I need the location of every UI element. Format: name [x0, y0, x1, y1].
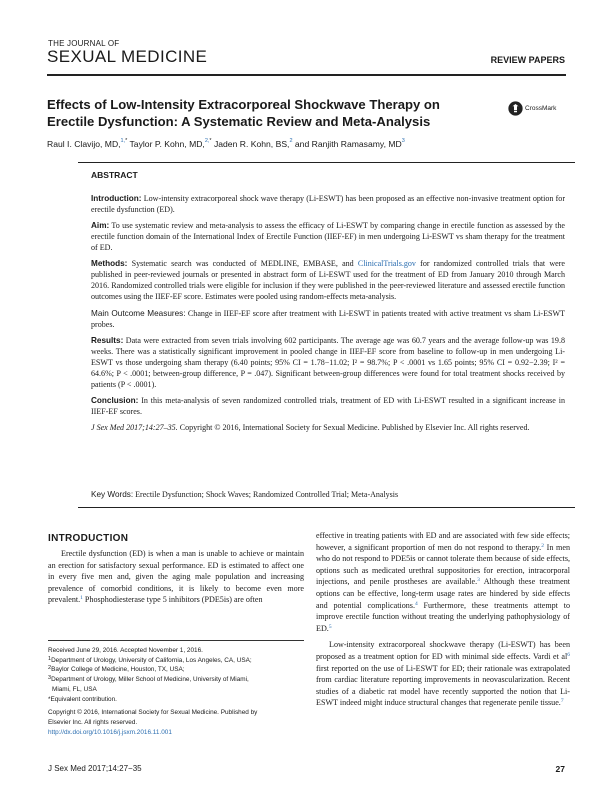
copyright-note: Copyright © 2016, International Society for Sexual Medicine. Published by — [48, 709, 258, 717]
introduction-paragraph-cont: In men who do not respond to PDE5is or cannot tolerate them because of side effects, options such as medicated urethral suppositories for erection, intracorporal injections, and penile prostheses are available. — [316, 542, 570, 587]
introduction-paragraph-cont: Phosphodiesterase type 5 inhibitors (PDE5is) are often — [82, 595, 263, 605]
abstract-copyright: Copyright © 2016, International Society for Sexual Medicine. Published by Elsevier Inc. All rights reserved. — [177, 423, 530, 433]
footer-journal-ref: J Sex Med 2017;14:27−35 — [48, 764, 142, 773]
author-equal-mark: * — [125, 138, 128, 144]
abstract-results: Data were extracted from seven trials involving 602 participants. The average age was 60.7 years and the average follow-up was 19.8 weeks. There was a statistically significant improvement in pooled change in IIEF-EF score from baseline to follow-up in men undergoing Li-ESWT vs those undergoing sham therapy (6.40 points; 95% CI = 1.78−11.02; I² = 98.7%; P < .0001 vs 1.65 points; 95% CI = 0.92−2.39; I² = 64.6%; P < .0001; between-group difference, P = .047). Significant between-group differences were found for total treatment shocks received by patients (P < .0001). — [91, 335, 565, 389]
page-number: 27 — [555, 764, 565, 774]
author-name: Taylor P. Kohn, MD, — [129, 139, 205, 149]
affiliation-2: Baylor College of Medicine, Houston, TX, USA; — [51, 666, 185, 674]
doi-link[interactable]: http://dx.doi.org/10.1016/j.jsxm.2016.11.001 — [48, 728, 172, 736]
author-name: and Ranjith Ramasamy, MD — [294, 139, 402, 149]
abstract-methods-label: Methods: — [91, 259, 128, 269]
abstract-citation: J Sex Med 2017;14:27–35. — [91, 423, 178, 433]
affiliation-1: Department of Urology, University of California, Los Angeles, CA, USA; — [51, 656, 252, 664]
reference-link[interactable]: 5 — [328, 623, 332, 630]
introduction-paragraph-cont: Although these treatment options can be effective, long-term usage rates are hindered by side effects and potential complications. — [316, 577, 570, 610]
clinicaltrials-link[interactable]: ClinicalTrials.gov — [357, 259, 416, 269]
author-affiliation-ref[interactable]: 3 — [401, 138, 405, 144]
equal-contribution-note: *Equivalent contribution. — [48, 695, 117, 703]
affiliation-marker: 2 — [48, 665, 52, 672]
abstract-aim-label: Aim: — [91, 221, 110, 231]
reference-link[interactable]: 2 — [541, 542, 544, 549]
abstract-aim: To use systematic review and meta-analysis to assess the efficacy of Li-ESWT by comparing change in erectile function as assessed by the erectile function domain of the International Index of Erectile Function (IIEF-EF) in men undergoing Li-ESWT vs sham therapy for the treatment of ED. — [91, 221, 565, 253]
introduction-left-column — [48, 548, 304, 606]
affiliation-marker: 1 — [48, 655, 52, 662]
author-affiliation-ref[interactable]: 2 — [289, 138, 293, 144]
abstract-outcome-label: Main Outcome Measures: — [91, 308, 186, 318]
journal-name: SEXUAL MEDICINE — [47, 47, 208, 66]
introduction-paragraph: Low-intensity extracorporeal shockwave therapy (Li-ESWT) has been proposed as a treatment option for ED with minimal side effects. Vardi et al — [316, 640, 570, 661]
abstract-methods: Systematic search was conducted of MEDLINE, EMBASE, and — [127, 259, 358, 269]
abstract-conclusion-label: Conclusion: — [91, 395, 139, 405]
abstract-results-label: Results: — [91, 335, 124, 345]
reference-link[interactable]: 3 — [477, 577, 480, 584]
introduction-paragraph-cont: first reported on the use of Li-ESWT for ED; their rationale was extrapolated from cardiac literature reporting improvements in neovascularization. Recent studies of a diabetic rat model have recently supported the notion that Li-ESWT indeed might induce structural changes that regenerate penile tissue. — [316, 663, 570, 708]
footnotes — [48, 646, 304, 737]
keywords-list: Erectile Dysfunction; Shock Waves; Randomized Controlled Trial; Meta-Analysis — [133, 490, 399, 499]
article-title: Effects of Low-Intensity Extracorporeal Shockwave Therapy on Erectile Dysfunction: A Systematic Review and Meta-Analysis — [47, 97, 440, 129]
reference-link[interactable]: 7 — [560, 698, 564, 705]
header-rule — [47, 74, 566, 76]
crossmark-icon — [508, 101, 523, 116]
author-list — [47, 139, 405, 149]
copyright-note-cont: Elsevier Inc. All rights reserved. — [48, 718, 138, 726]
affiliation-marker: 3 — [48, 675, 52, 682]
keywords — [91, 490, 398, 499]
abstract-body — [91, 193, 565, 438]
crossmark-badge[interactable] — [508, 101, 578, 121]
abstract-introduction-label: Introduction: — [91, 194, 142, 203]
introduction-paragraph: Erectile dysfunction (ED) is when a man is unable to achieve or maintain an erection for satisfactory sexual performance. ED is estimated to affect one in every five men and, given the aging male population and increasing prevalence of comorbid conditions, it is likely to become even more prevalent. — [48, 549, 304, 605]
footnote-rule — [48, 640, 304, 641]
keywords-label: Key Words: — [91, 490, 134, 499]
affiliation-3-cont: Miami, FL, USA — [52, 685, 97, 693]
abstract-heading: ABSTRACT — [91, 170, 138, 180]
reference-link[interactable]: 1 — [80, 595, 83, 602]
introduction-heading: INTRODUCTION — [48, 533, 129, 544]
introduction-right-column — [316, 530, 570, 709]
reference-link[interactable]: 4 — [414, 600, 418, 607]
abstract-conclusion: In this meta-analysis of seven randomized controlled trials, treatment of ED with Li-ESWT resulted in a significant increase in IIEF-EF scores. — [91, 395, 565, 416]
introduction-paragraph-cont: Furthermore, these treatments attempt to improve erectile function without treating the underlying pathophysiology of ED. — [316, 600, 570, 633]
introduction-paragraph: effective in treating patients with ED and are associated with few side effects; however, a significant proportion of men do not respond to therapy. — [316, 531, 570, 552]
abstract-introduction: Low-intensity extracorporeal shock wave therapy (Li-ESWT) has been proposed as an effective non-invasive treatment option for erectile dysfunction (ED). — [91, 194, 565, 214]
author-affiliation-ref[interactable]: 1, — [120, 138, 126, 144]
abstract-outcome: Change in IIEF-EF score after treatment with Li-ESWT in patients treated with active treatment vs sham Li-ESWT probes. — [91, 308, 565, 329]
crossmark-label: CrossMark — [525, 105, 557, 112]
author-equal-mark: * — [209, 138, 212, 144]
journal-name-small: THE JOURNAL OF — [48, 39, 120, 48]
author-name: Jaden R. Kohn, BS, — [213, 139, 290, 149]
reference-link[interactable]: 6 — [567, 651, 570, 658]
author-affiliation-ref[interactable]: 2, — [204, 138, 210, 144]
author-name: Raul I. Clavijo, MD, — [47, 139, 121, 149]
abstract-methods-cont: for randomized controlled trials that were published in peer-reviewed journals or presented in abstract form of Li-ESWT used for the treatment of ED from January 2010 through March 2016. Randomized controlled trials were eligible for inclusion if they were published in the peer-reviewed literature and assessed erectile function outcomes using the IIEF-EF score. Estimates were pooled using random-effects meta-analysis. — [91, 259, 565, 302]
affiliation-3: Department of Urology, Miller School of Medicine, University of Miami, — [51, 676, 249, 684]
received-dates: Received June 29, 2016. Accepted November 1, 2016. — [48, 647, 203, 654]
section-label: REVIEW PAPERS — [490, 55, 565, 65]
